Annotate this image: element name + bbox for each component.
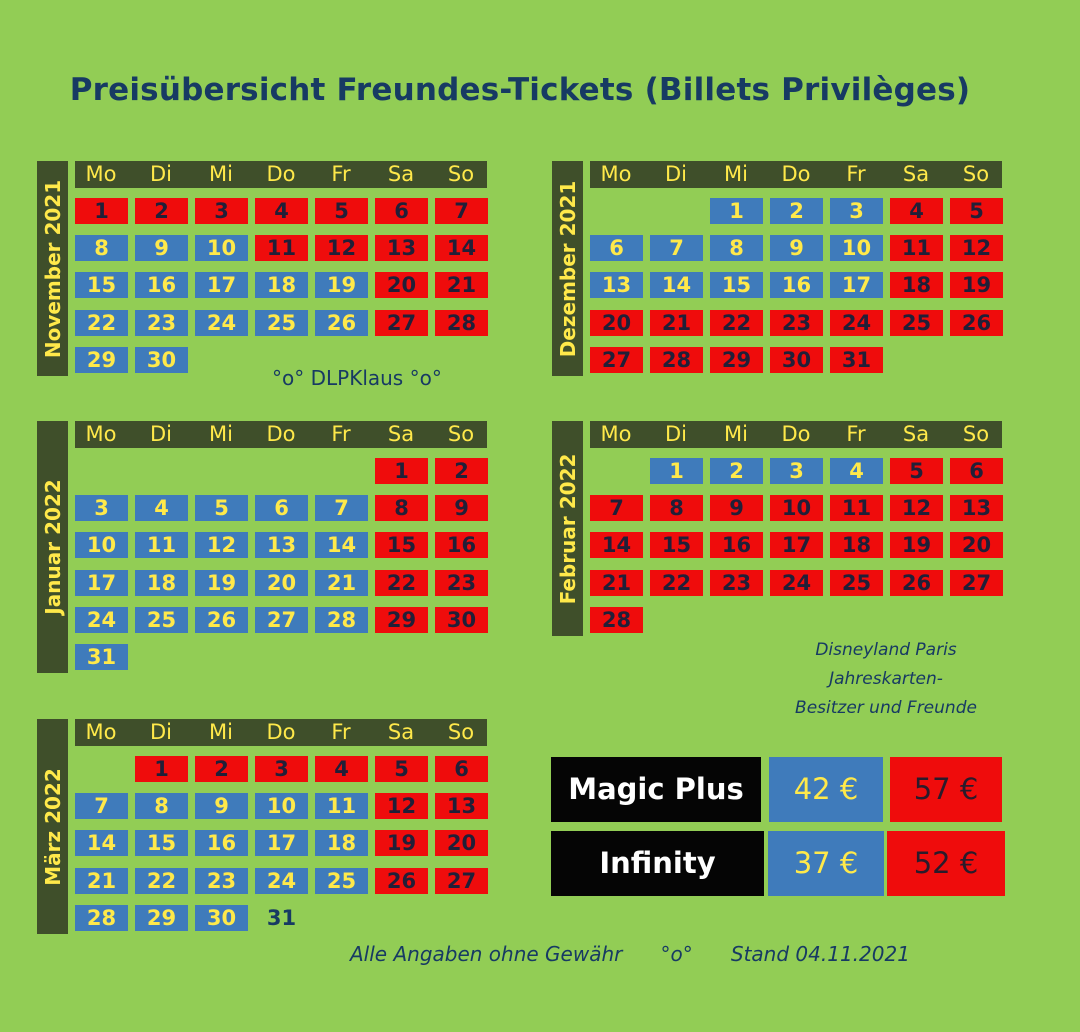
calendar-day: 11: [255, 235, 308, 261]
weekday-label: Di: [149, 162, 172, 186]
calendar-day: 17: [195, 272, 248, 298]
calendar-day: 31: [266, 905, 297, 930]
weekday-header: [590, 421, 1002, 448]
calendar-day: 19: [195, 570, 248, 596]
month-name: März 2022: [40, 767, 65, 886]
calendar-day: 24: [770, 570, 823, 596]
weekday-label: Mo: [600, 162, 632, 186]
calendar-day: 21: [75, 868, 128, 894]
calendar-day: 22: [375, 570, 428, 596]
calendar-day: 1: [650, 458, 703, 484]
weekday-label: Mi: [724, 422, 748, 446]
calendar-day: 28: [75, 905, 128, 931]
calendar-day: 29: [375, 607, 428, 633]
calendar-day: 9: [770, 235, 823, 261]
weekday-label: Mo: [85, 162, 117, 186]
calendar-day: 28: [315, 607, 368, 633]
ticket-label-infinity: Infinity: [551, 831, 764, 896]
calendar-day: 13: [435, 793, 488, 819]
calendar-day: 16: [435, 532, 488, 558]
calendar-day: 3: [770, 458, 823, 484]
calendar-day: 16: [710, 532, 763, 558]
calendar-day: 14: [435, 235, 488, 261]
weekday-label: Di: [664, 162, 687, 186]
price-weekday-magic-plus: 42 €: [769, 757, 883, 822]
calendar-day: 6: [590, 235, 643, 261]
weekday-label: Do: [781, 422, 811, 446]
calendar-day: 5: [195, 495, 248, 521]
calendar-day: 12: [950, 235, 1003, 261]
calendar-day: 4: [890, 198, 943, 224]
weekday-header: [75, 161, 487, 188]
calendar-day: 18: [890, 272, 943, 298]
calendar-day: 20: [950, 532, 1003, 558]
weekday-label: So: [962, 162, 990, 186]
calendar-day: 4: [830, 458, 883, 484]
calendar-day: 18: [315, 830, 368, 856]
calendar-day: 20: [590, 310, 643, 336]
weekday-label: Mo: [600, 422, 632, 446]
author-credit: °o° DLPKlaus °o°: [272, 366, 442, 390]
calendar-day: 17: [830, 272, 883, 298]
calendar-day: 2: [435, 458, 488, 484]
calendar-day: 21: [315, 570, 368, 596]
calendar-day: 13: [255, 532, 308, 558]
calendar-day: 8: [75, 235, 128, 261]
calendar-day: 25: [830, 570, 883, 596]
price-weekday-infinity: 37 €: [768, 831, 884, 896]
calendar-day: 12: [195, 532, 248, 558]
calendar-day: 25: [315, 868, 368, 894]
calendar-day: 3: [75, 495, 128, 521]
calendar-day: 29: [135, 905, 188, 931]
price-weekend-magic-plus: 57 €: [890, 757, 1002, 822]
weekday-label: So: [447, 162, 475, 186]
calendar-day: 27: [590, 347, 643, 373]
calendar-day: 15: [710, 272, 763, 298]
calendar-day: 7: [315, 495, 368, 521]
audience-note: [764, 636, 1008, 723]
weekday-label: Fr: [331, 162, 351, 186]
calendar-day: 21: [650, 310, 703, 336]
calendar-day: 22: [75, 310, 128, 336]
calendar-day: 19: [950, 272, 1003, 298]
weekday-label: So: [962, 422, 990, 446]
calendar-day: 7: [435, 198, 488, 224]
calendar-day: 9: [195, 793, 248, 819]
calendar-day: 22: [710, 310, 763, 336]
calendar-day: 11: [830, 495, 883, 521]
calendar-day: 31: [830, 347, 883, 373]
weekday-label: Di: [149, 720, 172, 744]
month-name: November 2021: [40, 179, 65, 358]
weekday-label: Do: [781, 162, 811, 186]
weekday-label: Di: [664, 422, 687, 446]
calendar-day: 19: [375, 830, 428, 856]
month-name: Januar 2022: [40, 479, 65, 615]
calendar-day: 18: [135, 570, 188, 596]
weekday-label: Mi: [209, 162, 233, 186]
calendar-day: 23: [195, 868, 248, 894]
calendar-day: 28: [590, 607, 643, 633]
calendar-day: 2: [195, 756, 248, 782]
weekday-label: Sa: [902, 422, 930, 446]
calendar-day: 2: [770, 198, 823, 224]
month-label: [552, 161, 583, 376]
calendar-day: 4: [255, 198, 308, 224]
calendar-day: 12: [890, 495, 943, 521]
calendar-day: 3: [255, 756, 308, 782]
note-line: Jahreskarten-: [829, 669, 943, 689]
calendar-day: 1: [375, 458, 428, 484]
calendar-day: 1: [710, 198, 763, 224]
weekday-label: Mi: [209, 720, 233, 744]
calendar-day: 7: [590, 495, 643, 521]
calendar-day: 9: [135, 235, 188, 261]
calendar-day: 23: [435, 570, 488, 596]
weekday-label: Do: [266, 422, 296, 446]
calendar-day: 18: [255, 272, 308, 298]
calendar-day: 20: [255, 570, 308, 596]
calendar-day: 21: [435, 272, 488, 298]
calendar-day: 1: [135, 756, 188, 782]
calendar-day: 22: [650, 570, 703, 596]
weekday-label: Fr: [331, 422, 351, 446]
calendar-day: 3: [195, 198, 248, 224]
note-line: Disneyland Paris: [815, 640, 957, 660]
month-label: [552, 421, 583, 636]
calendar-day: 22: [135, 868, 188, 894]
calendar-day: 15: [375, 532, 428, 558]
calendar-day: 18: [830, 532, 883, 558]
calendar-day: 14: [650, 272, 703, 298]
calendar-day: 16: [770, 272, 823, 298]
weekday-label: Fr: [846, 162, 866, 186]
calendar-day: 31: [75, 644, 128, 670]
calendar-day: 17: [75, 570, 128, 596]
calendar-day: 10: [770, 495, 823, 521]
calendar-day: 13: [950, 495, 1003, 521]
month-label: [37, 161, 68, 376]
calendar-day: 2: [135, 198, 188, 224]
calendar-day: 9: [435, 495, 488, 521]
calendar-day: 4: [315, 756, 368, 782]
footer-disclaimer: Alle Angaben ohne Gewähr °o° Stand 04.11.2021: [350, 942, 910, 966]
ticket-label-magic-plus: Magic Plus: [551, 757, 761, 822]
calendar-day: 10: [830, 235, 883, 261]
calendar-day: 20: [375, 272, 428, 298]
calendar-day: 30: [435, 607, 488, 633]
weekday-label: Do: [266, 720, 296, 744]
weekday-label: Do: [266, 162, 296, 186]
calendar-day: 19: [890, 532, 943, 558]
weekday-label: Di: [149, 422, 172, 446]
weekday-label: Sa: [387, 422, 415, 446]
calendar-day: 30: [770, 347, 823, 373]
calendar-day: 5: [890, 458, 943, 484]
price-weekend-infinity: 52 €: [887, 831, 1005, 896]
calendar-day: 28: [435, 310, 488, 336]
page-title: Preisübersicht Freundes-Tickets (Billets Privilèges): [69, 72, 971, 108]
calendar-day: 13: [590, 272, 643, 298]
month-name: Dezember 2021: [555, 180, 580, 357]
calendar-day: 10: [75, 532, 128, 558]
calendar-day: 14: [315, 532, 368, 558]
weekday-label: Sa: [387, 162, 415, 186]
calendar-day: 11: [315, 793, 368, 819]
calendar-day: 23: [135, 310, 188, 336]
calendar-day: 1: [75, 198, 128, 224]
calendar-day: 24: [75, 607, 128, 633]
calendar-day: 16: [135, 272, 188, 298]
calendar-day: 19: [315, 272, 368, 298]
calendar-day: 12: [375, 793, 428, 819]
calendar-day: 23: [710, 570, 763, 596]
calendar-day: 26: [195, 607, 248, 633]
weekday-label: So: [447, 422, 475, 446]
calendar-day: 29: [75, 347, 128, 373]
note-line: Besitzer und Freunde: [795, 698, 977, 718]
weekday-label: Mi: [724, 162, 748, 186]
calendar-day: 9: [710, 495, 763, 521]
weekday-label: Fr: [331, 720, 351, 744]
calendar-day: 7: [650, 235, 703, 261]
calendar-day: 24: [830, 310, 883, 336]
calendar-day: 26: [315, 310, 368, 336]
weekday-label: Sa: [902, 162, 930, 186]
calendar-day: 6: [435, 756, 488, 782]
weekday-label: Mo: [85, 720, 117, 744]
calendar-day: 27: [375, 310, 428, 336]
calendar-day: 14: [590, 532, 643, 558]
calendar-day: 16: [195, 830, 248, 856]
calendar-day: 2: [710, 458, 763, 484]
calendar-day: 24: [195, 310, 248, 336]
weekday-label: Fr: [846, 422, 866, 446]
calendar-day: 26: [950, 310, 1003, 336]
calendar-day: 15: [650, 532, 703, 558]
calendar-day: 24: [255, 868, 308, 894]
weekday-label: Mi: [209, 422, 233, 446]
calendar-day: 27: [950, 570, 1003, 596]
calendar-day: 11: [890, 235, 943, 261]
calendar-day: 14: [75, 830, 128, 856]
weekday-label: Mo: [85, 422, 117, 446]
calendar-day: 6: [375, 198, 428, 224]
calendar-day: 29: [710, 347, 763, 373]
weekday-header: [590, 161, 1002, 188]
calendar-day: 13: [375, 235, 428, 261]
calendar-day: 6: [255, 495, 308, 521]
calendar-day: 26: [375, 868, 428, 894]
calendar-day: 30: [135, 347, 188, 373]
calendar-day: 28: [650, 347, 703, 373]
weekday-label: So: [447, 720, 475, 744]
calendar-day: 8: [135, 793, 188, 819]
calendar-day: 5: [950, 198, 1003, 224]
calendar-day: 27: [255, 607, 308, 633]
calendar-day: 27: [435, 868, 488, 894]
calendar-day: 3: [830, 198, 883, 224]
calendar-day: 25: [255, 310, 308, 336]
calendar-day: 25: [890, 310, 943, 336]
calendar-day: 8: [650, 495, 703, 521]
calendar-day: 25: [135, 607, 188, 633]
month-label: [37, 719, 68, 934]
calendar-day: 17: [255, 830, 308, 856]
calendar-day: 7: [75, 793, 128, 819]
calendar-day: 21: [590, 570, 643, 596]
calendar-day: 6: [950, 458, 1003, 484]
calendar-day: 23: [770, 310, 823, 336]
calendar-day: 30: [195, 905, 248, 931]
calendar-day: 5: [375, 756, 428, 782]
calendar-day: 10: [195, 235, 248, 261]
calendar-day: 8: [375, 495, 428, 521]
weekday-label: Sa: [387, 720, 415, 744]
calendar-day: 15: [135, 830, 188, 856]
calendar-day: 11: [135, 532, 188, 558]
calendar-day: 15: [75, 272, 128, 298]
calendar-day: 5: [315, 198, 368, 224]
calendar-day: 20: [435, 830, 488, 856]
weekday-header: [75, 719, 487, 746]
calendar-day: 4: [135, 495, 188, 521]
calendar-day: 12: [315, 235, 368, 261]
weekday-header: [75, 421, 487, 448]
calendar-day: 26: [890, 570, 943, 596]
month-label: [37, 421, 68, 673]
calendar-day: 17: [770, 532, 823, 558]
calendar-day: 8: [710, 235, 763, 261]
month-name: Februar 2022: [555, 453, 580, 604]
calendar-day: 10: [255, 793, 308, 819]
